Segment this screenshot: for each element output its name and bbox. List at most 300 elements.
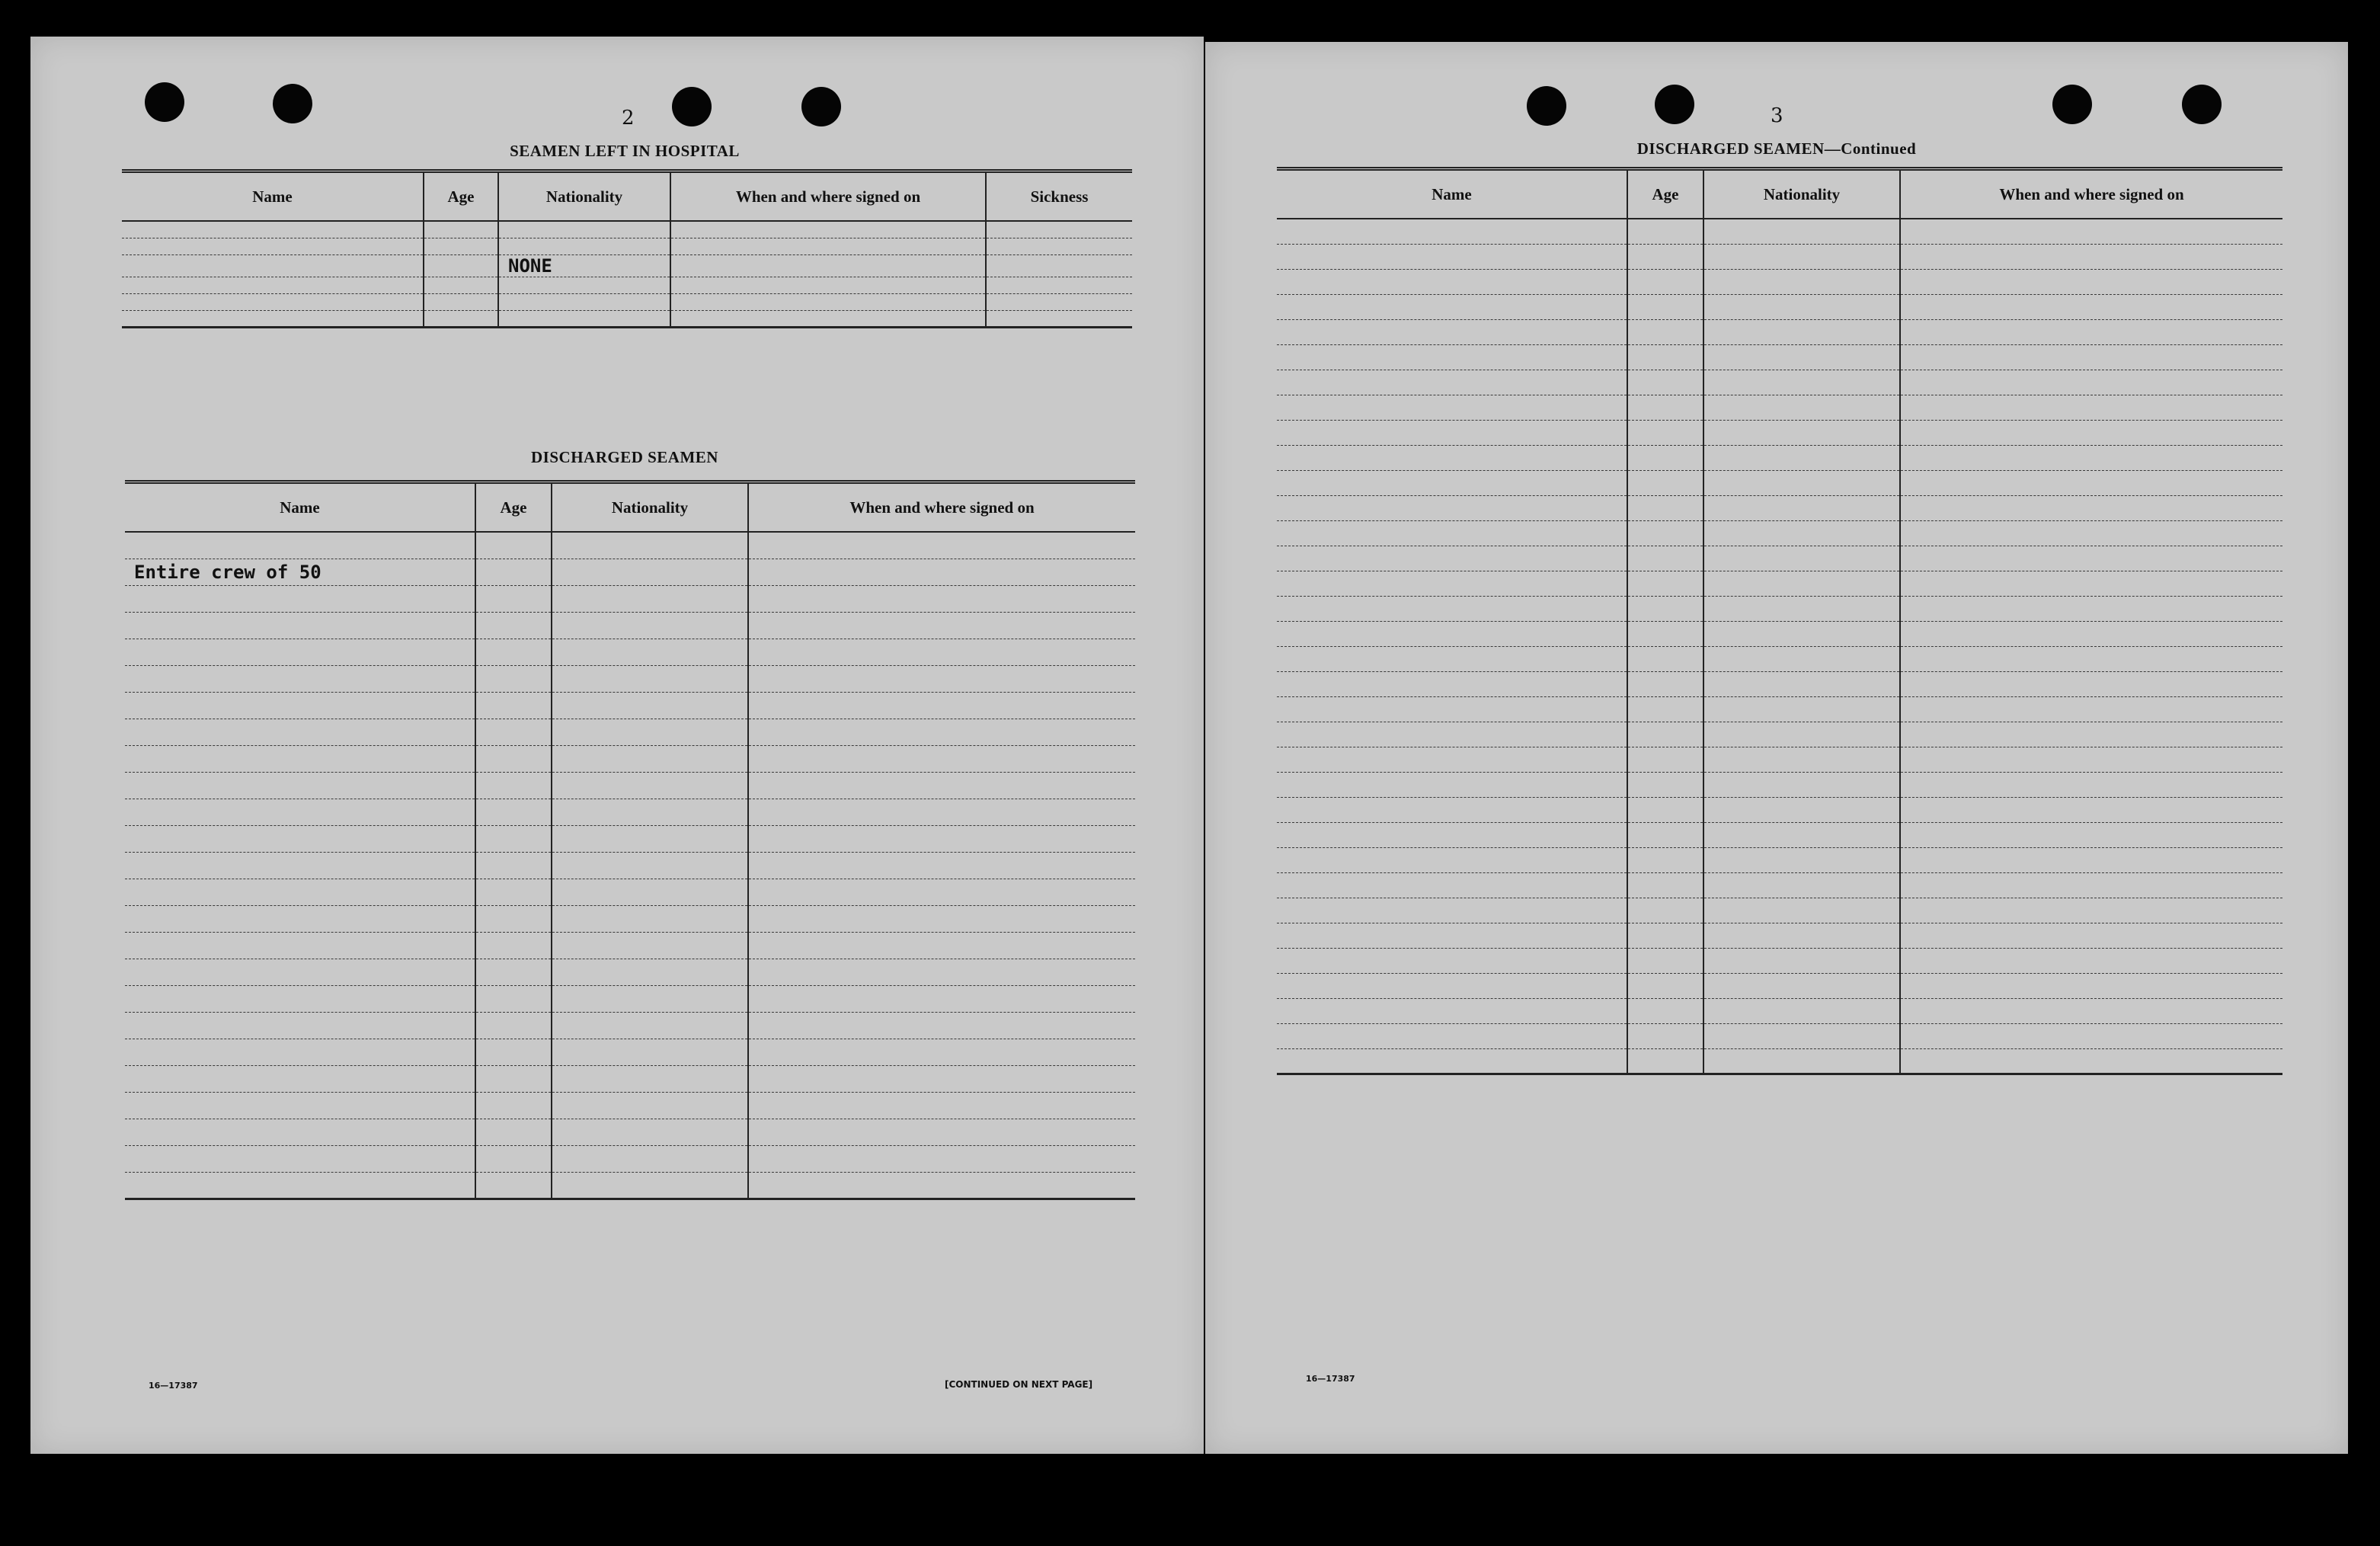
table-cell xyxy=(1277,370,1627,395)
table-cell xyxy=(498,221,670,238)
hospital-table xyxy=(122,169,1132,328)
table-row xyxy=(1277,520,2282,546)
table-row xyxy=(125,1145,1135,1172)
table-cell xyxy=(1627,294,1703,319)
table-cell xyxy=(1627,420,1703,445)
table-cell xyxy=(1627,546,1703,571)
table-row xyxy=(122,293,1132,310)
table-cell xyxy=(1277,420,1627,445)
table-cell xyxy=(1703,646,1900,671)
table-cell xyxy=(1703,344,1900,370)
table-cell xyxy=(125,905,475,932)
table-row xyxy=(1277,747,2282,772)
table-cell xyxy=(552,585,748,612)
punch-hole-icon xyxy=(145,82,184,122)
table-row xyxy=(1277,847,2282,872)
table-cell xyxy=(1627,646,1703,671)
right-page xyxy=(1205,42,2348,1454)
form-number: 16—17387 xyxy=(1306,1374,1355,1384)
table-cell xyxy=(1627,219,1703,244)
table-row xyxy=(125,1012,1135,1039)
page-number: 3 xyxy=(1771,104,1783,127)
table-cell xyxy=(125,825,475,852)
table-cell xyxy=(1627,319,1703,344)
table-cell xyxy=(475,1039,552,1065)
table-cell xyxy=(1277,797,1627,822)
discharged-continued-section-title: DISCHARGED SEAMEN—Continued xyxy=(1636,139,1917,158)
table-cell xyxy=(552,959,748,985)
table-cell xyxy=(748,1012,1135,1039)
column-header-nationality: Nationality xyxy=(1703,169,1900,219)
table-cell xyxy=(748,745,1135,772)
table-cell xyxy=(1900,370,2282,395)
table-cell xyxy=(1900,1023,2282,1048)
table-cell xyxy=(475,932,552,959)
table-cell xyxy=(670,310,986,327)
table-row xyxy=(1277,571,2282,596)
table-cell xyxy=(1900,244,2282,269)
table-cell xyxy=(986,310,1132,327)
table-cell xyxy=(1703,495,1900,520)
table-cell xyxy=(475,559,552,585)
table-cell xyxy=(748,665,1135,692)
table-cell xyxy=(125,1145,475,1172)
typed-entry: NONE xyxy=(498,254,670,277)
table-cell xyxy=(475,532,552,559)
column-header-signed-on: When and where signed on xyxy=(748,482,1135,533)
table-cell xyxy=(1277,822,1627,847)
table-row xyxy=(125,665,1135,692)
table-cell xyxy=(1703,797,1900,822)
table-cell xyxy=(748,799,1135,825)
table-cell xyxy=(748,719,1135,745)
table-cell xyxy=(748,559,1135,585)
table-row xyxy=(1277,923,2282,948)
punch-hole-icon xyxy=(273,84,312,123)
table-row xyxy=(1277,772,2282,797)
table-row xyxy=(1277,370,2282,395)
table-cell xyxy=(552,1012,748,1039)
punch-hole-icon xyxy=(2182,85,2222,124)
table-cell xyxy=(122,238,424,254)
table-cell xyxy=(125,612,475,639)
table-cell xyxy=(125,1172,475,1199)
table-cell xyxy=(475,665,552,692)
table-cell xyxy=(552,532,748,559)
table-cell xyxy=(125,665,475,692)
table-row xyxy=(1277,671,2282,696)
table-row xyxy=(125,825,1135,852)
table-cell xyxy=(748,905,1135,932)
table-cell xyxy=(1277,269,1627,294)
table-cell xyxy=(552,1065,748,1092)
table-cell xyxy=(1277,546,1627,571)
table-cell xyxy=(1900,948,2282,973)
column-header-signed-on: When and where signed on xyxy=(1900,169,2282,219)
table-cell xyxy=(552,825,748,852)
table-row xyxy=(1277,696,2282,722)
table-cell xyxy=(1900,973,2282,998)
table-cell xyxy=(498,293,670,310)
table-row xyxy=(125,719,1135,745)
column-header-age: Age xyxy=(1627,169,1703,219)
table-row xyxy=(125,905,1135,932)
table-cell xyxy=(125,1092,475,1119)
discharged-continued-table xyxy=(1277,167,2282,1075)
table-cell xyxy=(1627,596,1703,621)
table-cell xyxy=(122,277,424,293)
table-cell xyxy=(125,639,475,665)
table-cell xyxy=(1703,319,1900,344)
table-cell xyxy=(1900,571,2282,596)
table-cell xyxy=(1277,244,1627,269)
table-row xyxy=(1277,219,2282,244)
table-row xyxy=(1277,344,2282,370)
table-cell xyxy=(125,879,475,905)
table-cell xyxy=(475,905,552,932)
table-row xyxy=(125,879,1135,905)
continued-note: [CONTINUED ON NEXT PAGE] xyxy=(945,1379,1093,1390)
table-cell xyxy=(475,1012,552,1039)
table-row xyxy=(125,1172,1135,1199)
table-cell xyxy=(552,932,748,959)
table-cell xyxy=(1277,319,1627,344)
table-cell xyxy=(1900,772,2282,797)
table-cell xyxy=(748,1039,1135,1065)
table-cell xyxy=(1703,621,1900,646)
table-header-row xyxy=(122,171,1132,222)
page-number: 2 xyxy=(622,107,635,130)
table-cell xyxy=(1703,546,1900,571)
table-cell xyxy=(748,1092,1135,1119)
table-cell xyxy=(1627,520,1703,546)
table-cell xyxy=(1703,998,1900,1023)
table-row xyxy=(1277,722,2282,747)
table-cell xyxy=(1277,470,1627,495)
table-cell xyxy=(670,254,986,277)
table-row xyxy=(125,585,1135,612)
table-row xyxy=(1277,973,2282,998)
table-cell xyxy=(125,745,475,772)
table-cell xyxy=(475,1145,552,1172)
table-cell xyxy=(125,719,475,745)
table-row xyxy=(1277,822,2282,847)
table-cell xyxy=(1277,294,1627,319)
table-cell xyxy=(498,310,670,327)
table-row xyxy=(125,1065,1135,1092)
table-cell xyxy=(1703,948,1900,973)
table-cell xyxy=(1703,696,1900,722)
table-row xyxy=(125,959,1135,985)
table-cell xyxy=(1277,395,1627,420)
table-cell xyxy=(1627,822,1703,847)
table-row xyxy=(1277,646,2282,671)
table-row xyxy=(1277,621,2282,646)
table-cell xyxy=(122,254,424,277)
table-cell xyxy=(748,959,1135,985)
table-cell xyxy=(748,692,1135,719)
table-row xyxy=(1277,1023,2282,1048)
table-row xyxy=(1277,998,2282,1023)
table-cell xyxy=(125,1039,475,1065)
table-cell xyxy=(125,852,475,879)
table-cell xyxy=(1277,696,1627,722)
table-cell xyxy=(1900,872,2282,898)
table-cell xyxy=(1900,747,2282,772)
table-row xyxy=(122,221,1132,238)
table-cell xyxy=(748,1065,1135,1092)
table-cell xyxy=(986,277,1132,293)
table-cell xyxy=(424,254,498,277)
table-cell xyxy=(424,238,498,254)
table-cell xyxy=(1277,747,1627,772)
table-cell xyxy=(1627,973,1703,998)
table-cell xyxy=(1703,470,1900,495)
table-cell xyxy=(670,221,986,238)
table-cell xyxy=(748,532,1135,559)
table-cell xyxy=(552,985,748,1012)
table-cell xyxy=(748,1119,1135,1145)
table-cell xyxy=(424,221,498,238)
table-cell xyxy=(475,585,552,612)
table-cell xyxy=(1900,923,2282,948)
table-cell xyxy=(670,238,986,254)
table-row xyxy=(125,932,1135,959)
table-cell xyxy=(475,1119,552,1145)
table-cell xyxy=(1900,344,2282,370)
table-cell xyxy=(1703,596,1900,621)
table-cell xyxy=(424,277,498,293)
table-cell xyxy=(1703,370,1900,395)
table-cell xyxy=(498,238,670,254)
table-cell xyxy=(986,221,1132,238)
table-cell xyxy=(1703,420,1900,445)
table-row xyxy=(1277,948,2282,973)
table-cell xyxy=(1900,420,2282,445)
table-cell xyxy=(475,852,552,879)
table-cell xyxy=(424,310,498,327)
typed-entry: Entire crew of 50 xyxy=(125,559,475,585)
table-cell xyxy=(475,1172,552,1199)
table-cell xyxy=(125,585,475,612)
table-cell xyxy=(475,1065,552,1092)
discharged-section-title: DISCHARGED SEAMEN xyxy=(531,448,718,466)
table-row xyxy=(125,985,1135,1012)
table-cell xyxy=(1277,948,1627,973)
table-cell xyxy=(748,639,1135,665)
table-cell xyxy=(1627,671,1703,696)
table-cell xyxy=(1277,998,1627,1023)
table-row xyxy=(125,559,1135,585)
table-row xyxy=(122,310,1132,327)
table-cell xyxy=(125,532,475,559)
table-row xyxy=(1277,269,2282,294)
table-row xyxy=(125,1092,1135,1119)
table-cell xyxy=(552,1039,748,1065)
hospital-section-title: SEAMEN LEFT IN HOSPITAL xyxy=(510,142,740,160)
table-cell xyxy=(1277,646,1627,671)
table-cell xyxy=(1900,395,2282,420)
table-row xyxy=(1277,546,2282,571)
table-cell xyxy=(552,639,748,665)
table-cell xyxy=(552,1119,748,1145)
table-cell xyxy=(1900,546,2282,571)
table-cell xyxy=(748,585,1135,612)
table-cell xyxy=(552,559,748,585)
table-cell xyxy=(1627,696,1703,722)
table-cell xyxy=(1627,571,1703,596)
table-cell xyxy=(1703,872,1900,898)
table-cell xyxy=(125,772,475,799)
table-cell xyxy=(1703,395,1900,420)
table-cell xyxy=(475,612,552,639)
table-cell xyxy=(1703,269,1900,294)
table-cell xyxy=(748,1145,1135,1172)
table-cell xyxy=(1900,470,2282,495)
table-cell xyxy=(475,745,552,772)
column-header-nationality: Nationality xyxy=(498,171,670,222)
table-cell xyxy=(1277,872,1627,898)
table-cell xyxy=(552,665,748,692)
table-cell xyxy=(1277,571,1627,596)
table-row xyxy=(125,772,1135,799)
table-cell xyxy=(1627,370,1703,395)
table-row xyxy=(1277,898,2282,923)
column-header-sickness: Sickness xyxy=(986,171,1132,222)
table-row xyxy=(125,532,1135,559)
punch-hole-icon xyxy=(1527,86,1566,126)
table-cell xyxy=(475,692,552,719)
table-cell xyxy=(1703,520,1900,546)
table-cell xyxy=(1703,671,1900,696)
table-row xyxy=(1277,420,2282,445)
table-row xyxy=(1277,395,2282,420)
column-header-age: Age xyxy=(475,482,552,533)
discharged-table xyxy=(125,480,1135,1200)
table-cell xyxy=(1627,797,1703,822)
table-cell xyxy=(552,692,748,719)
table-cell xyxy=(1703,219,1900,244)
table-row xyxy=(125,1119,1135,1145)
table-cell xyxy=(1703,445,1900,470)
form-number: 16—17387 xyxy=(149,1381,198,1391)
table-cell xyxy=(1900,1048,2282,1074)
table-cell xyxy=(1277,621,1627,646)
table-cell xyxy=(1703,571,1900,596)
table-cell xyxy=(1277,1048,1627,1074)
column-header-age: Age xyxy=(424,171,498,222)
table-row xyxy=(122,254,1132,277)
table-cell xyxy=(552,745,748,772)
table-cell xyxy=(1703,1048,1900,1074)
table-cell xyxy=(1703,923,1900,948)
table-cell xyxy=(1627,722,1703,747)
table-cell xyxy=(1277,520,1627,546)
table-row xyxy=(1277,797,2282,822)
table-cell xyxy=(122,310,424,327)
table-cell xyxy=(1900,269,2282,294)
table-cell xyxy=(1900,696,2282,722)
table-cell xyxy=(986,293,1132,310)
table-cell xyxy=(1703,1023,1900,1048)
column-header-name: Name xyxy=(122,171,424,222)
table-cell xyxy=(1627,470,1703,495)
table-cell xyxy=(1627,772,1703,797)
table-cell xyxy=(1703,898,1900,923)
table-cell xyxy=(1627,923,1703,948)
table-cell xyxy=(475,879,552,905)
table-cell xyxy=(1627,244,1703,269)
table-cell xyxy=(1703,973,1900,998)
table-row xyxy=(1277,1048,2282,1074)
table-cell xyxy=(1277,445,1627,470)
column-header-nationality: Nationality xyxy=(552,482,748,533)
table-cell xyxy=(475,799,552,825)
table-row xyxy=(1277,470,2282,495)
table-cell xyxy=(748,1172,1135,1199)
table-cell xyxy=(1627,1023,1703,1048)
table-cell xyxy=(1627,998,1703,1023)
table-cell xyxy=(1277,923,1627,948)
table-row xyxy=(1277,244,2282,269)
table-cell xyxy=(125,799,475,825)
table-cell xyxy=(552,1092,748,1119)
table-cell xyxy=(1627,621,1703,646)
table-cell xyxy=(670,277,986,293)
table-cell xyxy=(1900,898,2282,923)
table-cell xyxy=(1277,722,1627,747)
table-cell xyxy=(1627,872,1703,898)
table-cell xyxy=(552,799,748,825)
table-cell xyxy=(475,772,552,799)
table-header-row xyxy=(125,482,1135,533)
table-cell xyxy=(1627,395,1703,420)
table-cell xyxy=(670,293,986,310)
table-cell xyxy=(122,221,424,238)
table-cell xyxy=(475,825,552,852)
table-cell xyxy=(498,277,670,293)
table-cell xyxy=(125,959,475,985)
table-cell xyxy=(1703,747,1900,772)
table-cell xyxy=(1900,847,2282,872)
table-cell xyxy=(1627,898,1703,923)
table-row xyxy=(1277,294,2282,319)
table-cell xyxy=(475,985,552,1012)
table-row xyxy=(1277,495,2282,520)
table-row xyxy=(1277,872,2282,898)
table-cell xyxy=(125,1065,475,1092)
table-cell xyxy=(475,959,552,985)
table-cell xyxy=(552,772,748,799)
table-cell xyxy=(1900,219,2282,244)
table-row xyxy=(1277,445,2282,470)
table-row xyxy=(125,745,1135,772)
table-cell xyxy=(552,1172,748,1199)
punch-hole-icon xyxy=(801,87,841,126)
table-cell xyxy=(748,879,1135,905)
table-cell xyxy=(1277,898,1627,923)
table-cell xyxy=(1277,344,1627,370)
table-cell xyxy=(125,932,475,959)
table-cell xyxy=(1900,520,2282,546)
table-cell xyxy=(748,612,1135,639)
table-cell xyxy=(1900,621,2282,646)
table-cell xyxy=(748,772,1135,799)
table-cell xyxy=(1277,219,1627,244)
table-cell xyxy=(1900,646,2282,671)
table-cell xyxy=(1627,1048,1703,1074)
table-cell xyxy=(1277,772,1627,797)
